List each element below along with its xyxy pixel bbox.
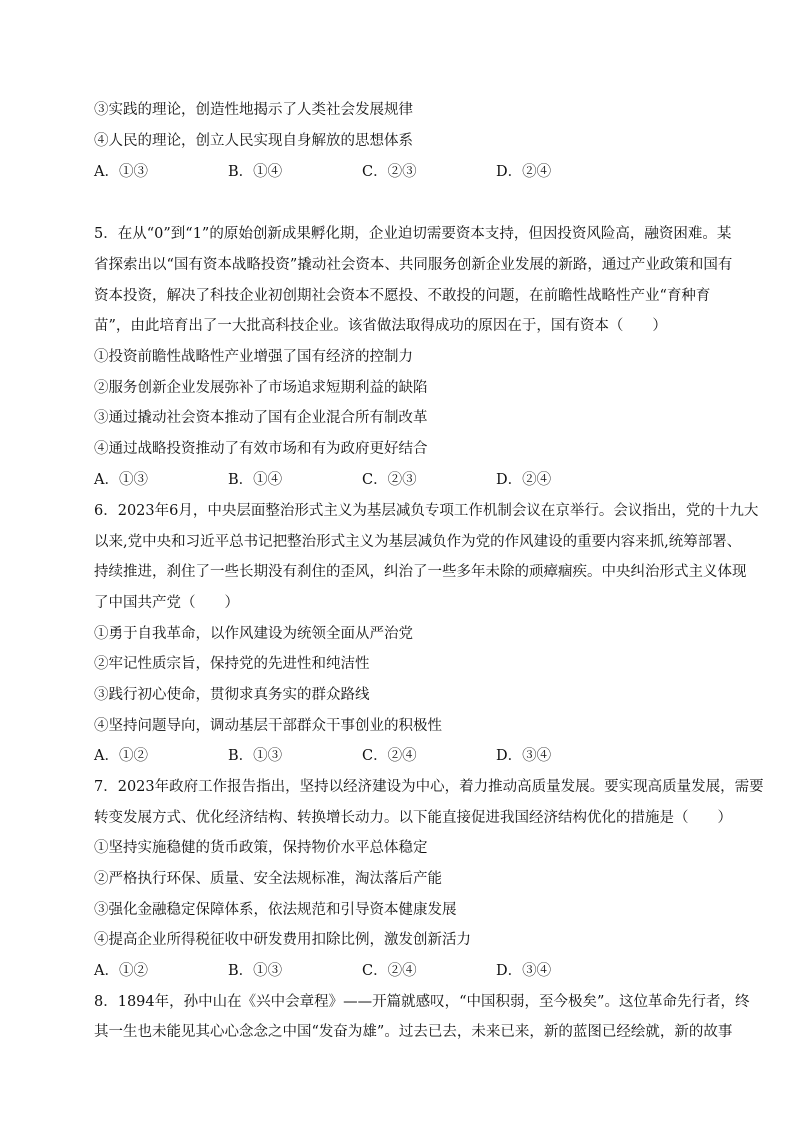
q7-item-3: ③强化金融稳定保障体系，依法规范和引导资本健康发展 <box>94 902 457 918</box>
q6-item-4: ④坚持问题导向，调动基层干部群众干事创业的积极性 <box>94 718 442 734</box>
q4-choice-a[interactable]: A．①③ <box>94 164 148 180</box>
q5-item-1: ①投资前瞻性战略性产业增强了国有经济的控制力 <box>94 349 413 365</box>
q6-item-3: ③践行初心使命，贯彻求真务实的群众路线 <box>94 687 370 703</box>
q5-choice-c[interactable]: C．②③ <box>362 472 417 488</box>
q5-choice-b[interactable]: B．①④ <box>228 472 283 488</box>
q7-choice-b[interactable]: B．①③ <box>228 963 283 979</box>
q7-item-2: ②严格执行环保、质量、安全法规标准，淘汰落后产能 <box>94 871 442 887</box>
q4-choices <box>94 162 724 182</box>
q5-stem-line-1: 5．在从“0”到“1”的原始创新成果孵化期，企业迫切需要资本支持，但因投资风险高，融资困难。某 <box>94 226 732 242</box>
q7-choice-d[interactable]: D．③④ <box>496 963 552 979</box>
q5-choices <box>94 470 724 490</box>
q8-stem-line-1: 8．1894年，孙中山在《兴中会章程》——开篇就感叹，“中国积弱，至今极矣”。这位革命先行者，终 <box>94 994 750 1010</box>
q5-item-3: ③通过撬动社会资本推动了国有企业混合所有制改革 <box>94 410 428 426</box>
q7-choice-a[interactable]: A．①② <box>94 963 148 979</box>
q7-choices <box>94 961 724 981</box>
q4-item-4: ④人民的理论，创立人民实现自身解放的思想体系 <box>94 133 413 149</box>
q6-choices <box>94 746 724 766</box>
q7-stem-line-1: 7．2023年政府工作报告指出，坚持以经济建设为中心，着力推动高质量发展。要实现高质量发展，需要 <box>94 779 764 795</box>
q4-choice-c[interactable]: C．②③ <box>362 164 417 180</box>
q8-stem-line-2: 其一生也未能见其心心念念之中国“发奋为雄”。过去已去，未来已来，新的蓝图已经绘就，新的故事 <box>94 1024 733 1040</box>
q4-choice-d[interactable]: D．②④ <box>496 164 552 180</box>
q6-choice-d[interactable]: D．③④ <box>496 748 552 764</box>
q7-choice-c[interactable]: C．②④ <box>362 963 417 979</box>
q6-stem-line-4: 了中国共产党（ ） <box>94 595 239 611</box>
q6-item-2: ②牢记性质宗旨，保持党的先进性和纯洁性 <box>94 656 370 672</box>
q5-choice-a[interactable]: A．①③ <box>94 472 148 488</box>
q5-item-4: ④通过战略投资推动了有效市场和有为政府更好结合 <box>94 441 428 457</box>
q5-stem-line-3: 资本投资，解决了科技企业初创期社会资本不愿投、不敢投的问题，在前瞻性战略性产业“育种育 <box>94 288 711 304</box>
q6-choice-b[interactable]: B．①③ <box>228 748 283 764</box>
q5-stem-line-2: 省探索出以“国有资本战略投资”撬动社会资本、共同服务创新企业发展的新路，通过产业政策和国有 <box>94 257 733 273</box>
q6-stem-line-2: 以来,党中央和习近平总书记把整治形式主义为基层减负作为党的作风建设的重要内容来抓,统筹部署、 <box>94 534 742 550</box>
q4-item-3: ③实践的理论，创造性地揭示了人类社会发展规律 <box>94 102 413 118</box>
q5-item-2: ②服务创新企业发展弥补了市场追求短期利益的缺陷 <box>94 380 428 396</box>
q4-choice-b[interactable]: B．①④ <box>228 164 283 180</box>
q5-stem-line-4: 苗”，由此培育出了一大批高科技企业。该省做法取得成功的原因在于，国有资本（ ） <box>94 318 667 334</box>
q7-item-1: ①坚持实施稳健的货币政策，保持物价水平总体稳定 <box>94 840 428 856</box>
q6-stem-line-3: 持续推进，刹住了一些长期没有刹住的歪风，纠治了一些多年未除的顽瘴痼疾。中央纠治形式主义体现 <box>94 564 747 580</box>
q6-choice-a[interactable]: A．①② <box>94 748 148 764</box>
q7-item-4: ④提高企业所得税征收中研发费用扣除比例，激发创新活力 <box>94 932 471 948</box>
q7-stem-line-2: 转变发展方式、优化经济结构、转换增长动力。以下能直接促进我国经济结构优化的措施是（ ） <box>94 810 732 826</box>
q6-choice-c[interactable]: C．②④ <box>362 748 417 764</box>
q5-choice-d[interactable]: D．②④ <box>496 472 552 488</box>
q6-item-1: ①勇于自我革命，以作风建设为统领全面从严治党 <box>94 626 413 642</box>
q6-stem-line-1: 6．2023年6月，中央层面整治形式主义为基层减负专项工作机制会议在京举行。会议指出，党的十九大 <box>94 503 759 519</box>
